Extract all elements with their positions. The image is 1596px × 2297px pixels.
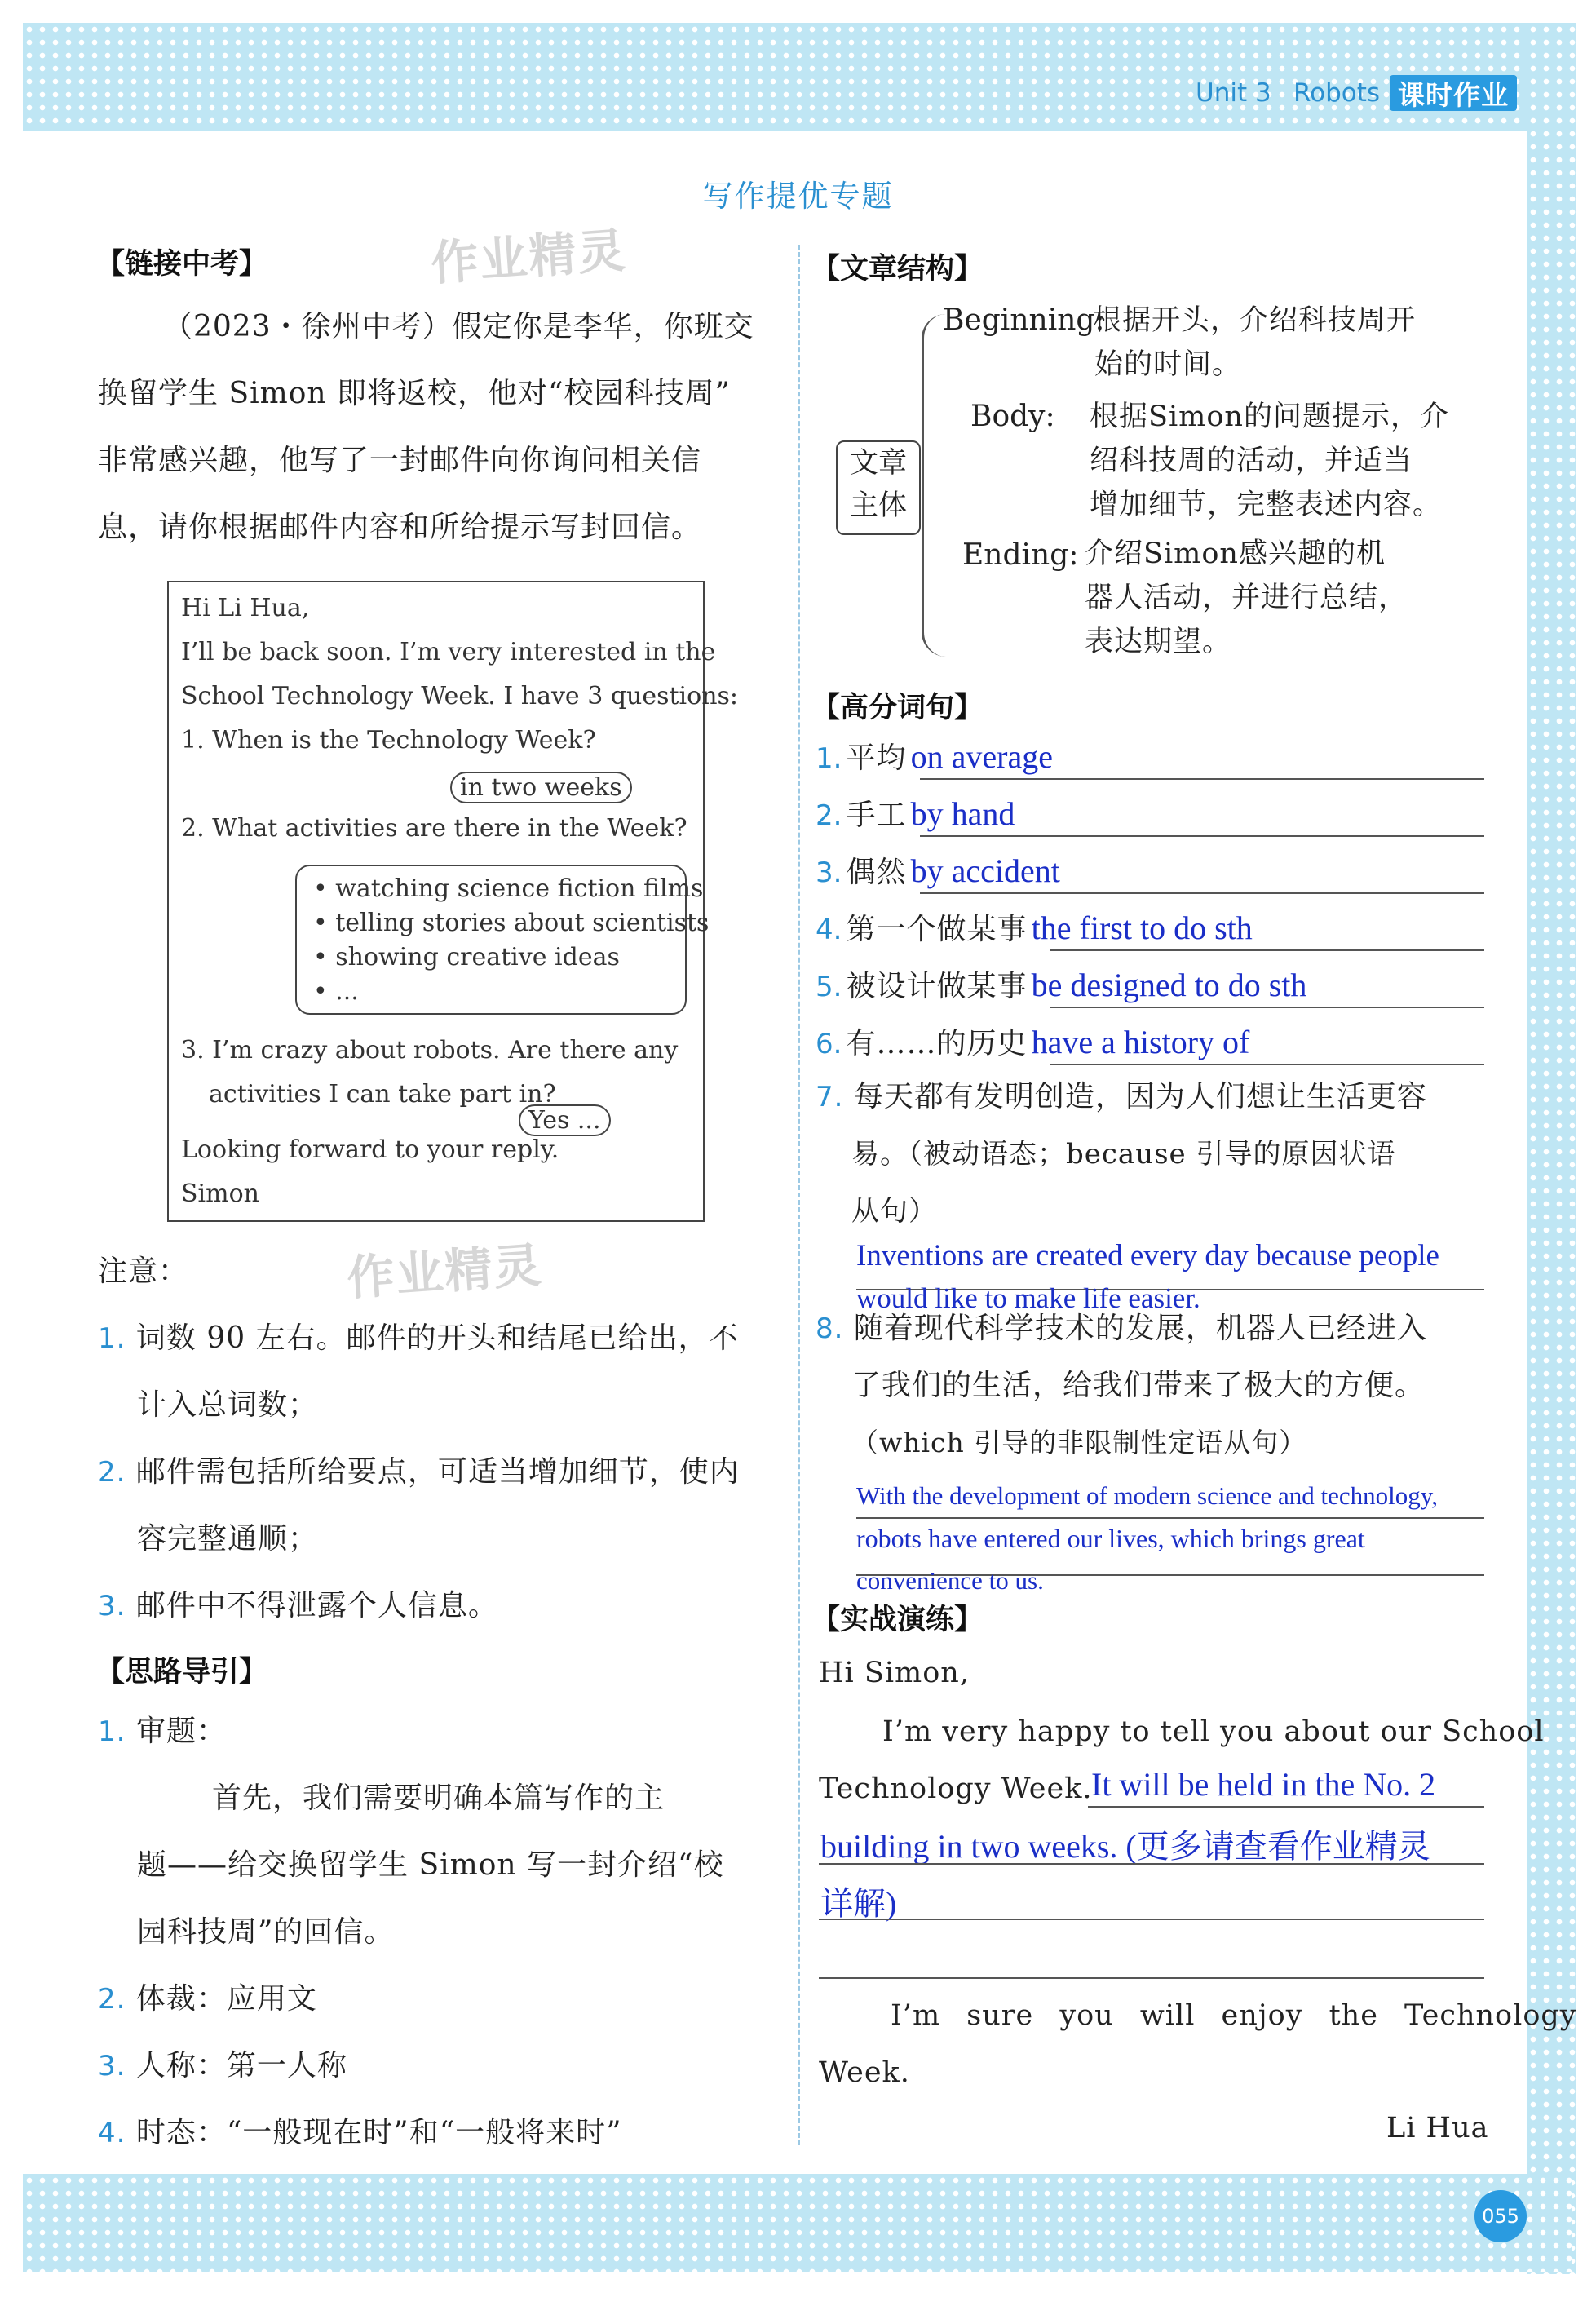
answer-line	[819, 1919, 1484, 1920]
practice-greeting: Hi Simon,	[819, 1657, 970, 1689]
phrase-answer: be designed to do sth	[1031, 967, 1307, 1003]
note-item: 1. 词数 90 左右。邮件的开头和结尾已给出，不	[98, 1321, 739, 1355]
right-decorative-band	[1527, 23, 1576, 2274]
activity-item: • ...	[313, 977, 359, 1006]
sentence-8-answer: robots have entered our lives, which brings great	[856, 1524, 1365, 1553]
beginning-text: 根据开头，介绍科技周开 始的时间。	[1093, 304, 1417, 381]
prompt-line: 非常感兴趣，他写了一封邮件向你询问相关信	[98, 444, 702, 477]
structure-brace	[922, 314, 948, 657]
sentence-8-answer: With the development of modern science and technology,	[856, 1481, 1438, 1510]
guide-item: 1. 审题：	[98, 1715, 227, 1748]
prompt-line: 换留学生 Simon 即将返校，他对“校园科技周”	[98, 377, 731, 410]
header-topic: Robots	[1293, 78, 1381, 108]
activity-item: • showing creative ideas	[313, 943, 620, 971]
guide-item: 4. 时态：“一般现在时”和“一般将来时”	[98, 2116, 622, 2149]
guide-item: 2. 体裁：应用文	[98, 1982, 317, 2016]
body-label: Body:	[970, 400, 1055, 433]
sentence-7-answer: Inventions are created every day because people	[856, 1239, 1439, 1272]
speech-bubble-3: Yes ...	[519, 1104, 611, 1136]
note-item: 3. 邮件中不得泄露个人信息。	[98, 1589, 498, 1622]
guide-list	[98, 1698, 783, 2166]
link-heading: 【链接中考】	[96, 248, 268, 281]
ending-text: 介绍Simon感兴趣的机 器人活动，并进行总结， 表达期望。	[1085, 538, 1408, 658]
letter-question-3b: activities I can take part in?	[209, 1080, 556, 1109]
practice-line: I’m very happy to tell you about our School	[882, 1715, 1545, 1748]
phrase-row: 4. 第一个做某事 the first to do sth	[816, 910, 1253, 946]
answer-line	[1088, 1806, 1484, 1808]
notes-list	[98, 1305, 783, 1640]
letter-line: School Technology Week. I have 3 questions:	[181, 682, 739, 710]
phrase-row: 3. 偶然 by accident	[816, 852, 1060, 889]
answer-line	[920, 892, 1484, 894]
activity-item: • telling stories about scientists	[313, 909, 710, 937]
activity-item: • watching science fiction films	[313, 874, 704, 903]
phrase-answer: have a history of	[1031, 1024, 1250, 1060]
guide-item: 3. 人称：第一人称	[98, 2049, 347, 2082]
letter-closing: Looking forward to your reply.	[181, 1135, 559, 1164]
note-item-cont: 容完整通顺；	[137, 1522, 319, 1556]
answer-line	[1050, 1064, 1484, 1065]
phrase-answer: the first to do sth	[1031, 910, 1253, 946]
phrases-heading: 【高分词句】	[811, 692, 984, 724]
letter-question-1: 1. When is the Technology Week?	[181, 726, 596, 755]
watermark-1: 作业精灵	[429, 222, 629, 292]
guide-item: 园科技周”的回信。	[137, 1915, 395, 1949]
notes-heading: 注意：	[98, 1255, 189, 1288]
letter-signature: Simon	[181, 1179, 259, 1208]
letter-greeting: Hi Li Hua,	[181, 594, 310, 622]
practice-answer: It will be held in the No. 2	[1091, 1766, 1436, 1803]
column-divider	[798, 245, 800, 2145]
practice-answer: 详解)	[820, 1885, 897, 1922]
letter-question-3: 3. I’m crazy about robots. Are there any	[181, 1036, 679, 1064]
practice-ending: I’m sure you will enjoy the Technology	[891, 1999, 1577, 2032]
letter-question-2: 2. What activities are there in the Week?	[181, 814, 687, 843]
phrase-answer: by hand	[910, 795, 1015, 832]
phrase-row: 5. 被设计做某事 be designed to do sth	[816, 967, 1307, 1003]
answer-line	[1050, 949, 1484, 951]
ending-label: Ending:	[962, 538, 1079, 572]
prompt-line: （2023・徐州中考）假定你是李华，你班交	[163, 310, 754, 343]
header-tag: 课时作业	[1390, 75, 1517, 111]
phrase-row: 1. 平均 on average	[816, 738, 1053, 775]
answer-line	[1050, 1007, 1484, 1008]
sentence-8: 8. 随着现代科学技术的发展，机器人已经进入 了我们的生活，给我们带来了极大的方便。 （which 引导的非限制性定语从句）	[816, 1312, 1427, 1458]
prompt-line: 息，请你根据邮件内容和所给提示写封回信。	[98, 511, 702, 544]
answer-line	[920, 778, 1484, 780]
sentence-8-answer: convenience to us.	[856, 1566, 1044, 1595]
practice-line: Technology Week.	[819, 1773, 1093, 1805]
practice-ending: Week.	[819, 2056, 910, 2089]
phrase-row: 2. 手工 by hand	[816, 795, 1015, 832]
answer-line	[819, 1977, 1484, 1979]
beginning-label: Beginning:	[943, 303, 1105, 337]
guide-item: 首先，我们需要明确本篇写作的主	[212, 1781, 665, 1815]
practice-answer: building in two weeks. (更多请查看作业精灵	[820, 1828, 1430, 1865]
answer-line	[819, 1863, 1484, 1865]
guide-item: 题——给交换留学生 Simon 写一封介绍“校	[137, 1848, 724, 1882]
structure-main-box: 文章 主体	[836, 440, 921, 535]
sentence-7: 7. 每天都有发明创造，因为人们想让生活更容 易。（被动语态；because 引导的原因状语 从句）	[816, 1080, 1427, 1228]
page-number: 055	[1474, 2190, 1527, 2242]
practice-heading: 【实战演练】	[811, 1604, 984, 1636]
body-text: 根据Simon的问题提示，介 绍科技周的活动，并适当 增加细节，完整表述内容。	[1090, 401, 1449, 521]
speech-bubble-1: in two weeks	[450, 772, 632, 803]
practice-signature: Li Hua	[1386, 2112, 1489, 2144]
note-item: 2. 邮件需包括所给要点，可适当增加细节，使内	[98, 1455, 740, 1489]
letter-line: I’ll be back soon. I’m very interested in the	[181, 638, 716, 666]
phrase-answer: on average	[910, 738, 1053, 775]
phrase-answer: by accident	[910, 852, 1060, 889]
answer-line	[856, 1517, 1484, 1519]
bottom-decorative-band	[23, 2174, 1572, 2272]
answer-line	[920, 835, 1484, 837]
page-title: 写作提优专题	[702, 179, 894, 214]
prompt-text	[98, 294, 776, 561]
structure-heading: 【文章结构】	[811, 253, 984, 285]
phrase-row: 6. 有……的历史 have a history of	[816, 1024, 1250, 1060]
guide-heading: 【思路导引】	[96, 1656, 268, 1688]
sentence-7-answer: would like to make life easier.	[856, 1282, 1200, 1314]
watermark-2: 作业精灵	[345, 1237, 545, 1307]
header-unit: Unit 3	[1196, 78, 1271, 108]
note-item-cont: 计入总词数；	[137, 1388, 319, 1422]
